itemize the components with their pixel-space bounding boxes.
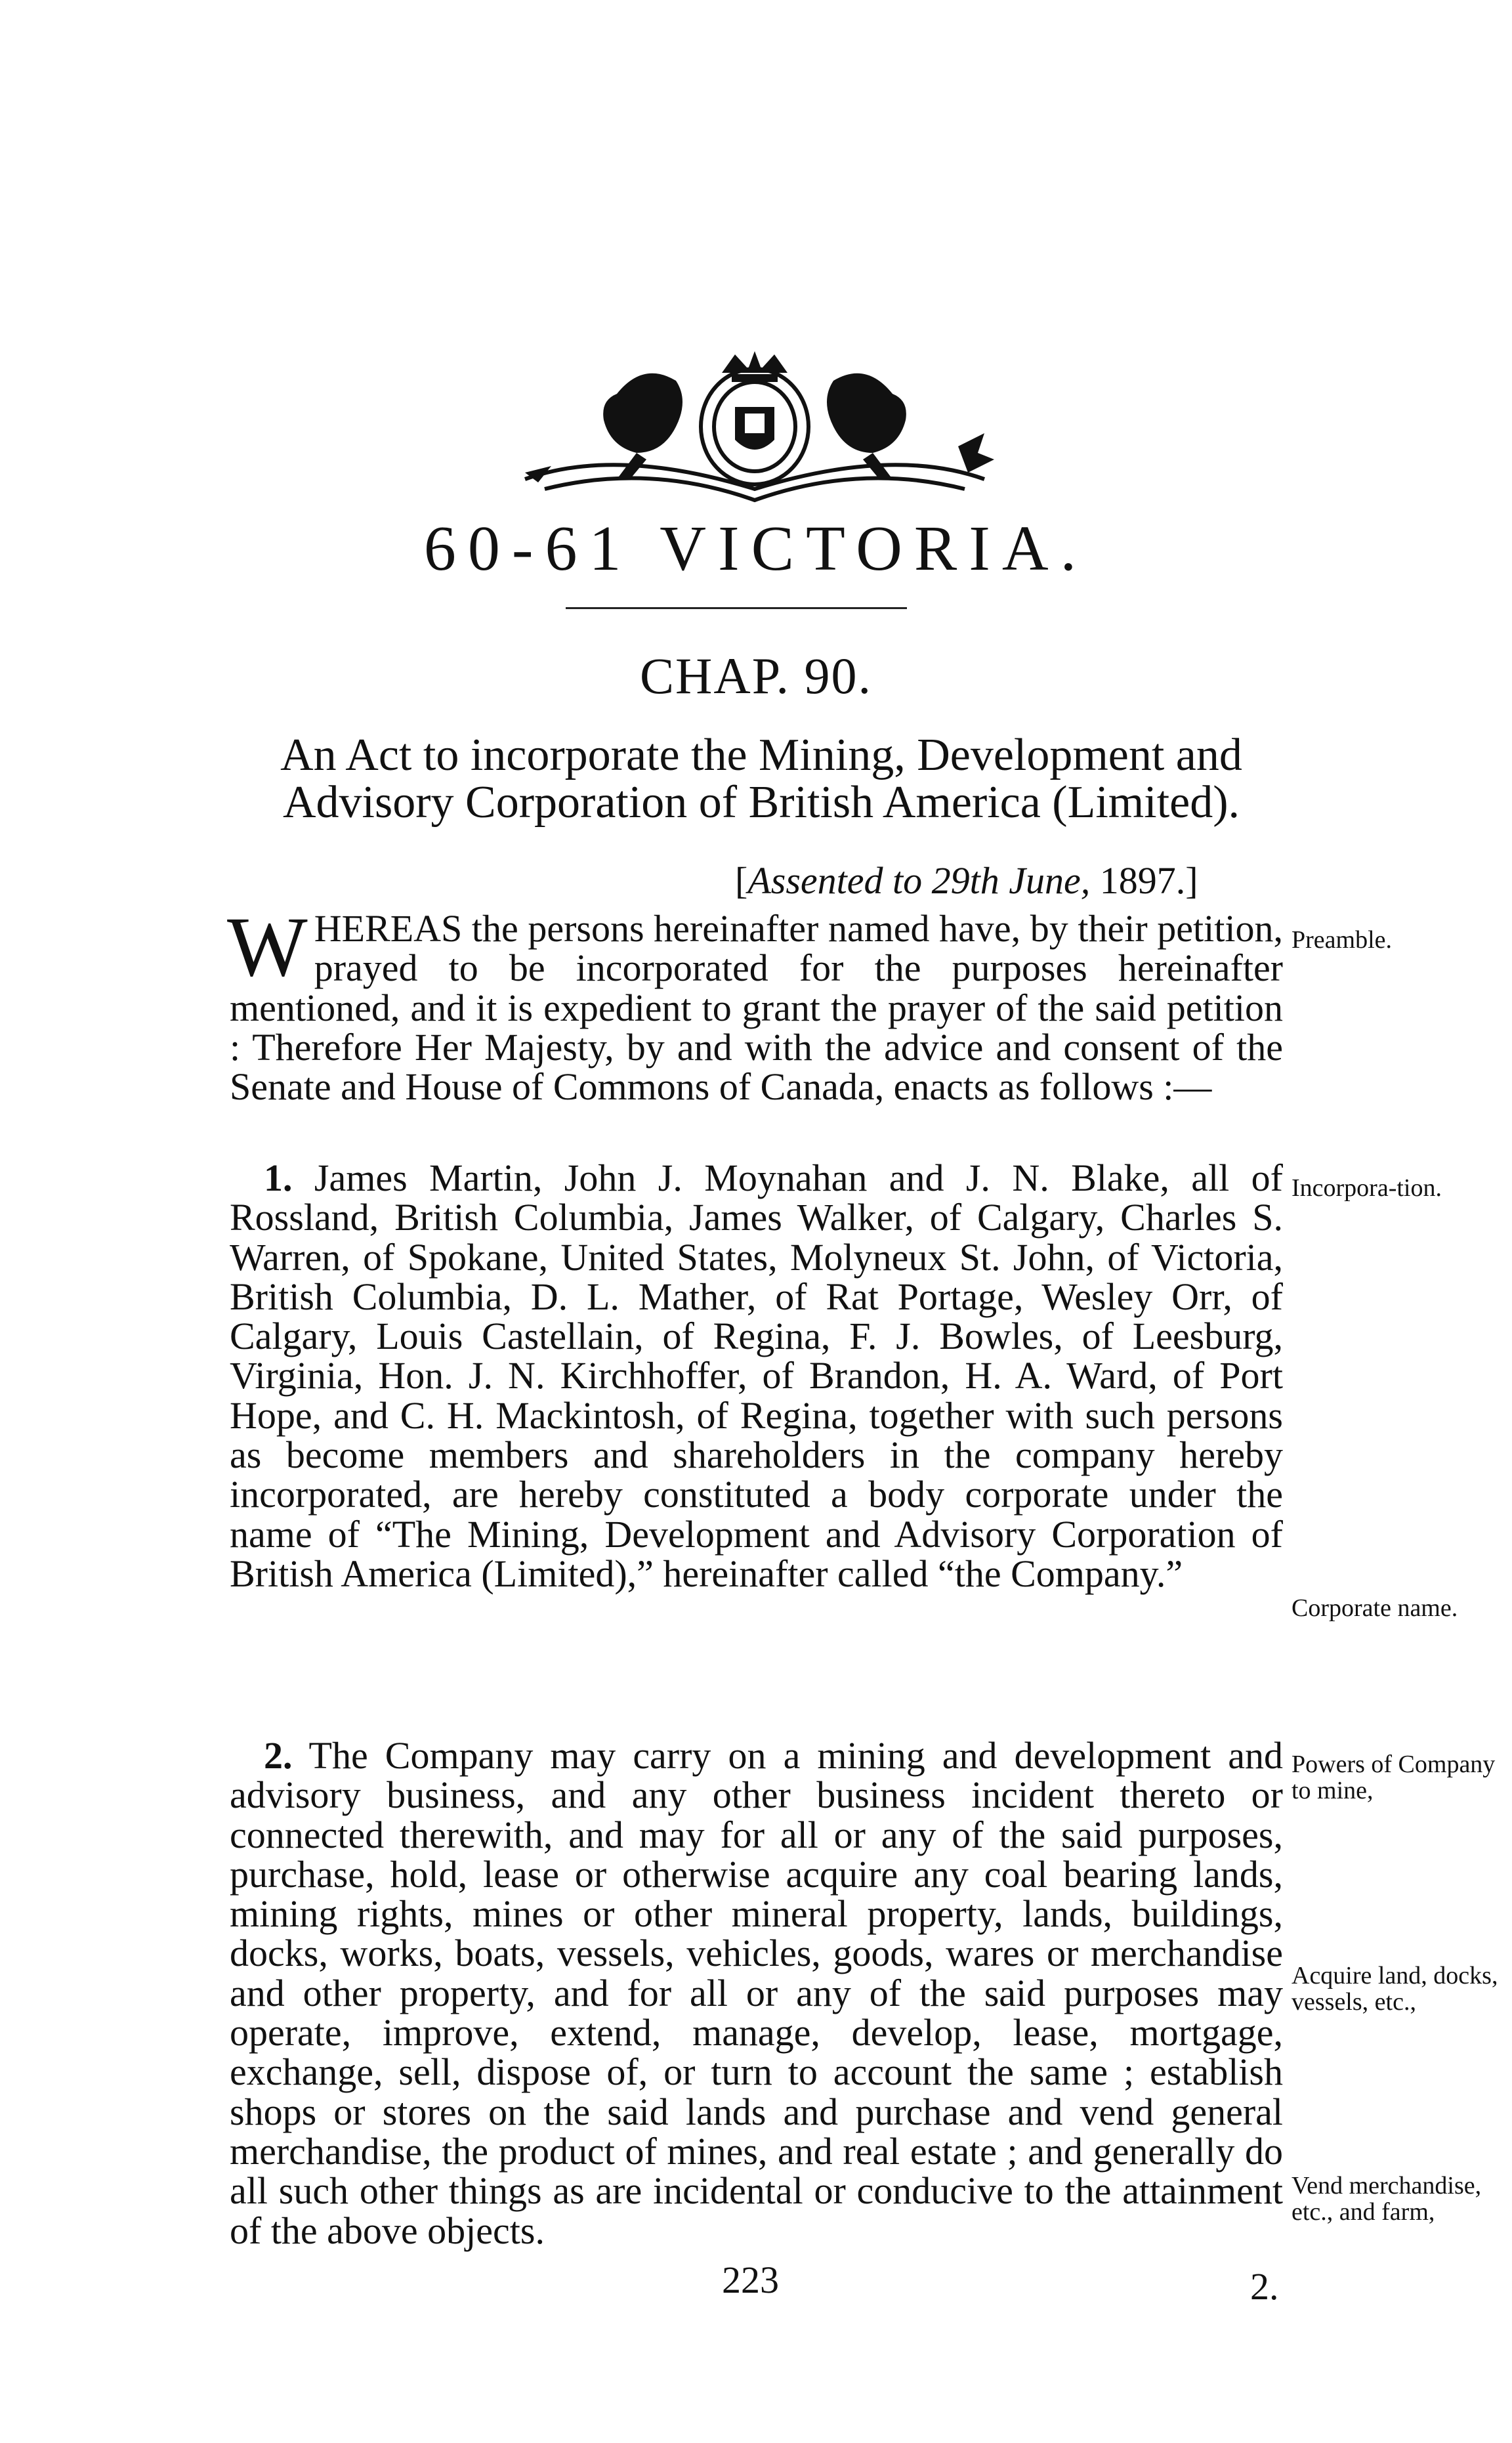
section-1	[230, 1158, 1283, 1594]
section-text: James Martin, John J. Moynahan and J. N. Blake, all of Rossland, British Columbia, James Walker, of Calgary, Charles S. Warren, of Spokane, United States, Molyneux St. John, of Victoria, British Columbia, D. L. Mather, of Rat Portage, Wesley Orr, of Calgary, Louis Castellain, of Regina, F. J. Bowles, of Leesburg, Virginia, Hon. J. N. Kirchhoffer, of Brandon, H. A. Ward, of Port Hope, and C. H. Mackintosh, of Regina, together with such persons as become members and shareholders in the company hereby incorporated, are hereby constituted a body corporate under the name of “The Mining, Development and Advisory Corporation of British America (Limited),” hereinafter called “the Company.”	[230, 1157, 1283, 1595]
section-2	[230, 1736, 1283, 2251]
assent-date	[735, 859, 1198, 903]
heading-rule	[566, 607, 907, 609]
preamble-paragraph	[227, 900, 1283, 1109]
margin-note-acquire: Acquire land, docks, vessels, etc.,	[1292, 1962, 1498, 2016]
preamble-text: HEREAS the persons hereinafter named have, by their petition, prayed to be incorporated for the purposes hereinafter mentioned, and it is expedient to grant the prayer of the said petition : Therefore Her Majesty, by and with the advice and consent of the Senate and House of Commons of Canada, enacts as follows :—	[230, 907, 1283, 1109]
section-text: The Company may carry on a mining and development and advisory business, and any other business incident thereto or connected therewith, and may for all or any of the said purposes, purchase, hold, lease or otherwise acquire any coal bearing lands, mining rights, mines or other mineral property, lands, buildings, docks, works, boats, vessels, vehicles, goods, wares or merchandise and other property, and for all or any of the said purposes may operate, improve, extend, manage, develop, lease, mortgage, exchange, sell, dispose of, or turn to account the same ; establish shops or stores on the said lands and purchase and vend general merchandise, the product of mines, and real estate ; and generally do all such other things as are incidental or conducive to the attainment of the above objects.	[230, 1734, 1283, 2252]
page-number: 223	[722, 2259, 779, 2301]
catchword: 2.	[1250, 2265, 1279, 2308]
margin-note-powers: Powers of Company to mine,	[1292, 1751, 1496, 1804]
assent-italic: Assented to 29th June,	[747, 859, 1091, 902]
act-title: An Act to incorporate the Mining, Development and Advisory Corporation of British America (Limited).	[280, 730, 1242, 828]
regnal-year-heading: 60-61 VICTORIA.	[423, 513, 1089, 584]
margin-note-preamble: Preamble.	[1292, 926, 1393, 954]
margin-note-vend: Vend merchandise, etc., and farm,	[1292, 2172, 1482, 2226]
margin-note-corporate-name: Corporate name.	[1292, 1594, 1458, 1622]
assent-year: 1897.]	[1090, 859, 1198, 902]
assent-bracket: [	[735, 859, 748, 902]
chapter-number: CHAP. 90.	[640, 647, 872, 704]
royal-coat-of-arms-icon	[486, 348, 1024, 505]
drop-cap: W	[227, 900, 308, 994]
margin-note-incorporation: Incorpora-tion.	[1292, 1174, 1442, 1202]
section-number: 1.	[264, 1157, 293, 1199]
section-number: 2.	[264, 1734, 293, 1777]
